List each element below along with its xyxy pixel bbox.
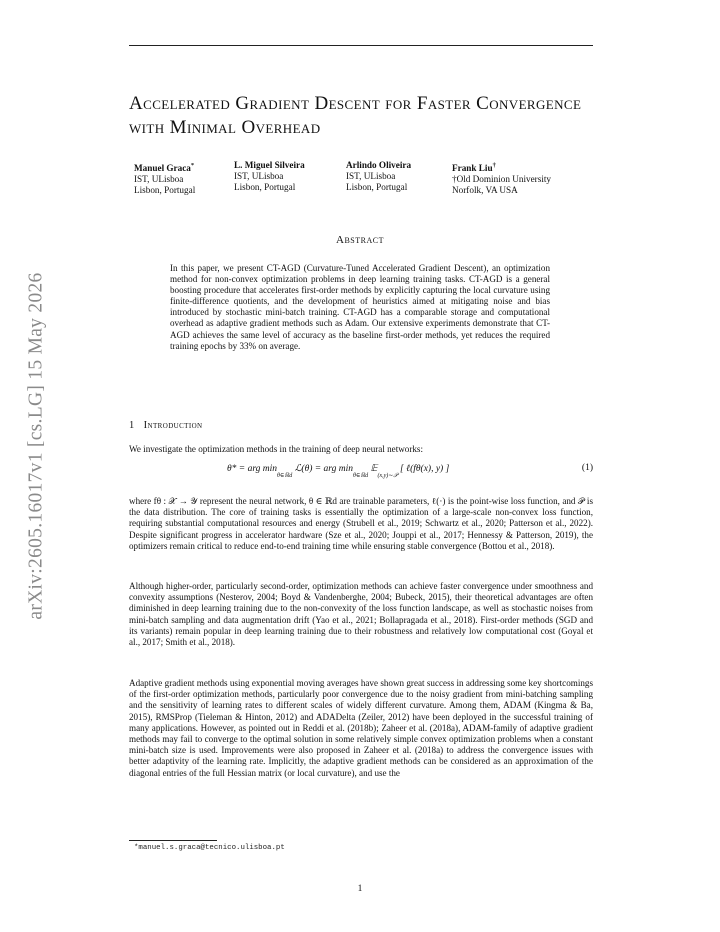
author-4	[452, 160, 551, 196]
author-affiliation: †Old Dominion University	[452, 174, 552, 185]
equation-rhs: 𝔼	[370, 464, 378, 474]
paragraph-1: where fθ : 𝒳 → 𝒴 represent the neural network, θ ∈ ℝd are trainable parameters, ℓ(·) is the point-wise loss function, and 𝒫 is the data distribution. The core of training tasks is essentially the optimization of a large-scale non-convex loss function, requiring substantial computational resources and energy (Strubell et al., 2019; Schwartz et al., 2020; Patterson et al., 2022). Despite significant progress in accelerator hardware (Sze et al., 2020; Jouppi et al., 2017; Hennessy & Patterson, 2019), the optimizers remain critical to reduce end-to-end training time while ensuring stable convergence (Bottou et al., 2018).	[129, 496, 593, 551]
equation-number: (1)	[581, 463, 593, 473]
equation-tail: [ ℓ(fθ(x), y) ]	[400, 464, 450, 474]
equation-lhs: θ* = arg min	[227, 464, 278, 474]
section-heading	[129, 420, 203, 431]
author-name: L. Miguel Silveira	[234, 160, 305, 170]
author-location: Lisbon, Portugal	[134, 185, 196, 196]
author-1	[134, 160, 195, 196]
author-mark: *	[190, 162, 195, 169]
paragraph-3: Adaptive gradient methods using exponential moving averages have shown great success in addressing some key shortcomings of the first-order optimization methods, particularly poor convergence due to the noisy gradient from mini-batching sampling and the sensitivity of learning rates to different scales of widely different curvature. Among them, ADAM (Kingma & Ba, 2015), RMSProp (Tieleman & Hinton, 2012) and ADADelta (Zeiler, 2012) have been deployed in the successful training of many applications. However, as pointed out in Reddi et al. (2018b); Zaheer et al. (2018a), ADAM-family of adaptive gradient methods may fail to converge to the optimal solution in some relatively simple convex optimization problems when a constant mini-batch size is used. Improvements were also proposed in Zaheer et al. (2018a) to address the convergence issues with better adaptivity of the learning rate. Implicitly, the adaptive gradient methods can be considered as an approximation of the diagonal entries of the full Hessian matrix (or local curvature), and use the	[129, 678, 593, 778]
equation-1	[129, 463, 593, 479]
footnote-email: *manuel.s.graca@tecnico.ulisboa.pt	[134, 844, 285, 852]
author-affiliation: IST, ULisboa	[346, 171, 396, 181]
arxiv-stamp	[18, 256, 56, 636]
page-number: 1	[357, 884, 363, 894]
equation-lhs-sub: θ∈ℝd	[277, 473, 293, 479]
title-top-rule	[129, 45, 593, 46]
equation-rhs-sub: (x,y)∼𝒫	[377, 473, 398, 479]
section-number: 1	[129, 420, 135, 431]
arxiv-stamp-text: arXiv:2605.16017v1 [cs.LG] 15 May 2026	[26, 272, 47, 620]
author-location: Lisbon, Portugal	[234, 182, 296, 192]
author-location: Lisbon, Portugal	[346, 182, 408, 192]
abstract-text: In this paper, we present CT-AGD (Curvature-Tuned Accelerated Gradient Descent), an optimization method for non-convex optimization problems in deep learning training tasks. CT-AGD is a general boosting procedure that accelerates first-order methods by explicitly capturing the local curvature using finite-difference quotients, and the development of heuristics aimed at mitigating noise and bias introduced by stochastic mini-batch training. CT-AGD has a comparable storage and computational overhead as adaptive gradient methods such as Adam. Our extensive experiments demonstrate that CT-AGD achieves the same level of accuracy as the baseline first-order methods, yet reduces the required training epochs by 33% on average.	[170, 263, 550, 351]
paper-title: Accelerated Gradient Descent for Faster Convergence with Minimal Overhead	[129, 93, 582, 138]
intro-line: We investigate the optimization methods in the training of deep neural networks:	[129, 444, 423, 454]
author-location: Norfolk, VA USA	[452, 185, 518, 196]
section-title: Introduction	[143, 420, 203, 431]
author-name: Arlindo Oliveira	[346, 160, 412, 170]
abstract-heading: Abstract	[336, 234, 384, 246]
author-affiliation: IST, ULisboa	[234, 171, 284, 181]
author-name: Frank Liu	[452, 163, 493, 174]
author-2	[234, 160, 305, 193]
author-name: Manuel Graca	[134, 163, 191, 174]
author-affiliation: IST, ULisboa	[134, 174, 184, 185]
equation-mid: ℒ(θ) = arg min	[294, 464, 354, 474]
equation-mid-sub: θ∈ℝd	[353, 473, 369, 479]
footnote-rule	[129, 840, 217, 841]
author-mark: †	[492, 162, 496, 169]
author-3	[346, 160, 411, 193]
paragraph-2: Although higher-order, particularly second-order, optimization methods can achieve faster convergence under smoothness and convexity assumptions (Nesterov, 2004; Boyd & Vandenberghe, 2004; Bubeck, 2015), their theoretical advantages are often diminished in deep learning training due to the non-convexity of the loss function landscape, as well as stochastic noises from mini-batch sampling and data augmentation drift (Yao et al., 2021; Bollapragada et al., 2018). First-order methods (SGD and its variants) remain popular in deep learning training due to their robustness and relatively low computational cost (Goyal et al., 2017; Smith et al., 2018).	[129, 581, 593, 648]
